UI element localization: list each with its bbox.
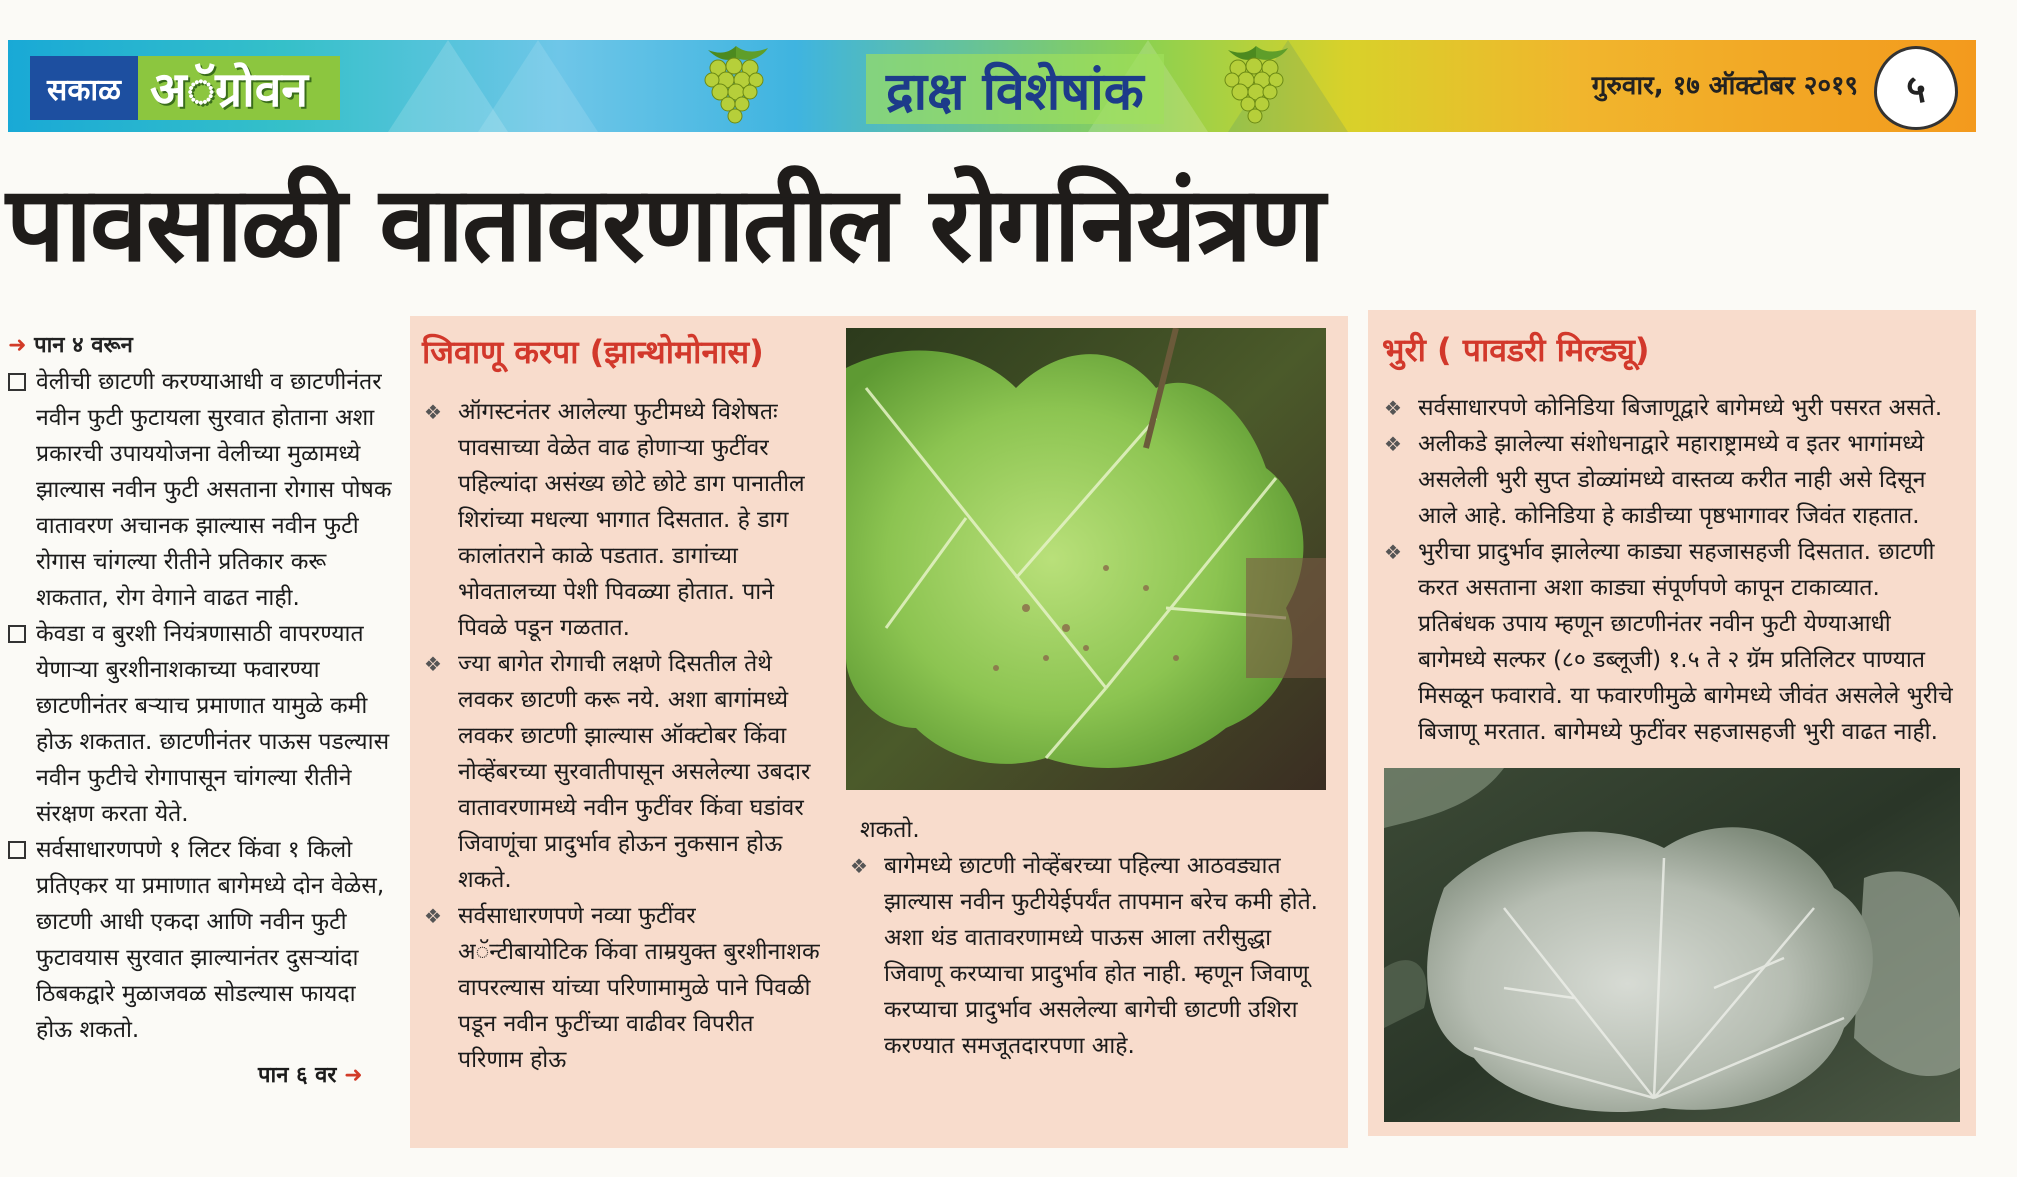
list-item bbox=[8, 616, 392, 832]
grape-leaf-blight-photo bbox=[846, 328, 1326, 790]
list-item bbox=[1384, 534, 1964, 750]
list-item-text: भुरीचा प्रादुर्भाव झालेल्या काड्या सहजासहजी दिसतात. छाटणी करत असताना अशा काड्या संपूर्णपणे कापून टाकाव्यात. प्रतिबंधक उपाय म्हणून छाटणीनंतर नवीन फुटी येण्याआधी बागेमध्ये सल्फर (८० डब्लूजी) १.५ ते २ ग्रॅम प्रतिलिटर पाण्यात मिसळून फवारावे. या फवारणीमुळे बागेमध्ये जीवंत असलेले भुरीचे बिजाणू मरतात. बागेमध्ये फुटींवर सहजासहजी भुरी वाढत नाही. bbox=[1418, 539, 1953, 745]
list-item bbox=[1384, 390, 1964, 426]
publication-date: गुरुवार, १७ ऑक्टोबर २०१९ bbox=[1591, 71, 1858, 101]
continued-to-text: पान ६ वर bbox=[258, 1063, 337, 1088]
grape-leaf-mildew-photo bbox=[1384, 768, 1960, 1122]
bacterial-blight-heading: जिवाणू करपा (झान्थोमोनास) bbox=[422, 333, 764, 371]
list-item bbox=[424, 898, 824, 1078]
grape-bunch-icon bbox=[688, 44, 784, 132]
left-column bbox=[8, 328, 392, 1088]
four-diamond-bullet-icon: ❖ bbox=[424, 904, 442, 928]
four-diamond-bullet-icon: ❖ bbox=[424, 400, 442, 424]
list-item-text: सर्वसाधारणपणे नव्या फुटींवर अॅन्टीबायोटिक किंवा ताम्रयुक्त बुरशीनाशक वापरल्यास यांच्या परिणामामुळे पाने पिवळी पडून नवीन फुटींच्या वाढीवर विपरीत परिणाम होऊ bbox=[458, 903, 820, 1073]
section-title: द्राक्ष विशेषांक bbox=[866, 54, 1164, 124]
red-arrow-icon: ➜ bbox=[344, 1063, 363, 1088]
list-item bbox=[424, 646, 824, 898]
powdery-mildew-box bbox=[1368, 310, 1976, 1136]
four-diamond-bullet-icon: ❖ bbox=[1384, 396, 1402, 420]
list-item-text: ज्या बागेत रोगाची लक्षणे दिसतील तेथे लवकर छाटणी करू नये. अशा बागांमध्ये लवकर छाटणी झाल्यास ऑक्टोबर किंवा नोव्हेंबरच्या सुरवातीपासून असलेल्या उबदार वातावरणामध्ये नवीन फुटींवर किंवा घडांवर जिवाणूंचा प्रादुर्भाव होऊन नुकसान होऊ शकते. bbox=[458, 651, 811, 893]
bacterial-blight-box bbox=[410, 316, 1348, 1148]
square-checkbox-icon bbox=[8, 625, 26, 643]
bacterial-blight-list-2 bbox=[850, 848, 1330, 1064]
four-diamond-bullet-icon: ❖ bbox=[850, 854, 868, 878]
list-item-text: ऑगस्टनंतर आलेल्या फुटीमध्ये विशेषतः पावसाच्या वेळेत वाढ होणाऱ्या फुटींवर पहिल्यांदा असंख्य छोटे छोटे डाग पानातील शिरांच्या मधल्या भागात दिसतात. हे डाग कालांतराने काळे पडतात. डागांच्या भोवतालच्या पेशी पिवळ्या होतात. पाने पिवळे पडून गळतात. bbox=[458, 399, 805, 641]
list-item-text: वेलीची छाटणी करण्याआधी व छाटणीनंतर नवीन फुटी फुटायला सुरवात होताना अशा प्रकारची उपाययोजना वेलीच्या मुळामध्ये झाल्यास नवीन फुटी असताना रोगास पोषक वातावरण अचानक झाल्यास नवीन फुटी रोगास चांगल्या रीतीने प्रतिकार करू शकतात, रोग वेगाने वाढत नाही. bbox=[36, 369, 392, 611]
list-item bbox=[424, 394, 824, 646]
list-item-text: केवडा व बुरशी नियंत्रणासाठी वापरण्यात येणाऱ्या बुरशीनाशकाच्या फवारण्या छाटणीनंतर बऱ्याच प्रमाणात यामुळे कमी होऊ शकतात. छाटणीनंतर पाऊस पडल्यास नवीन फुटीचे रोगापासून चांगल्या रीतीने संरक्षण करता येते. bbox=[36, 621, 390, 827]
list-item bbox=[850, 848, 1330, 1064]
red-arrow-icon: ➜ bbox=[8, 333, 27, 358]
powdery-mildew-heading: भुरी ( पावडरी मिल्ड्यू) bbox=[1382, 331, 1650, 369]
continued-from-text: पान ४ वरून bbox=[34, 333, 133, 358]
square-checkbox-icon bbox=[8, 373, 26, 391]
continuation-text: शकतो. bbox=[860, 817, 920, 843]
page-number-badge: ५ bbox=[1874, 46, 1958, 130]
brand-agrowon: अॅग्रोवन bbox=[150, 61, 309, 118]
square-checkbox-icon bbox=[8, 841, 26, 859]
bacterial-blight-list bbox=[424, 394, 824, 1078]
list-item bbox=[8, 364, 392, 616]
four-diamond-bullet-icon: ❖ bbox=[1384, 540, 1402, 564]
article-headline: पावसाळी वातावरणातील रोगनियंत्रण bbox=[6, 163, 1324, 285]
list-item-text: सर्वसाधारणपणे १ लिटर किंवा १ किलो प्रतिएकर या प्रमाणात बागेमध्ये दोन वेळेस, छाटणी आधी एकदा आणि नवीन फुटी फुटावयास सुरवात झाल्यानंतर दुसऱ्यांदा ठिबकद्वारे मुळाजवळ सोडल्यास फायदा होऊ शकतो. bbox=[36, 837, 385, 1043]
grape-bunch-icon bbox=[1208, 44, 1304, 132]
list-item bbox=[1384, 426, 1964, 534]
masthead bbox=[8, 40, 1976, 132]
four-diamond-bullet-icon: ❖ bbox=[424, 652, 442, 676]
list-item-text: बागेमध्ये छाटणी नोव्हेंबरच्या पहिल्या आठवड्यात झाल्यास नवीन फुटीयेईपर्यंत तापमान बरेच कमी होते. अशा थंड वातावरणामध्ये पाऊस आला तरीसुद्धा जिवाणू करप्याचा प्रादुर्भाव होत नाही. म्हणून जिवाणू करप्याचा प्रादुर्भाव असलेल्या बागेची छाटणी उशिरा करण्यात समजूतदारपणा आहे. bbox=[884, 853, 1318, 1059]
brand-sakal: सकाळ bbox=[30, 56, 138, 120]
four-diamond-bullet-icon: ❖ bbox=[1384, 432, 1402, 456]
list-item-text: सर्वसाधारपणे कोनिडिया बिजाणूद्वारे बागेमध्ये भुरी पसरत असते. bbox=[1418, 395, 1943, 421]
powdery-mildew-list bbox=[1384, 390, 1964, 750]
continued-from-label bbox=[8, 328, 392, 364]
list-item-text: अलीकडे झालेल्या संशोधनाद्वारे महाराष्ट्रामध्ये व इतर भागांमध्ये असलेली भुरी सुप्त डोळ्यांमध्ये वास्तव्य करीत नाही असे दिसून आले आहे. कोनिडिया हे काडीच्या पृष्ठभागावर जिवंत राहतात. bbox=[1418, 431, 1926, 529]
list-item bbox=[8, 832, 392, 1048]
brand-logo bbox=[30, 56, 340, 120]
continued-to-label bbox=[258, 1058, 363, 1094]
